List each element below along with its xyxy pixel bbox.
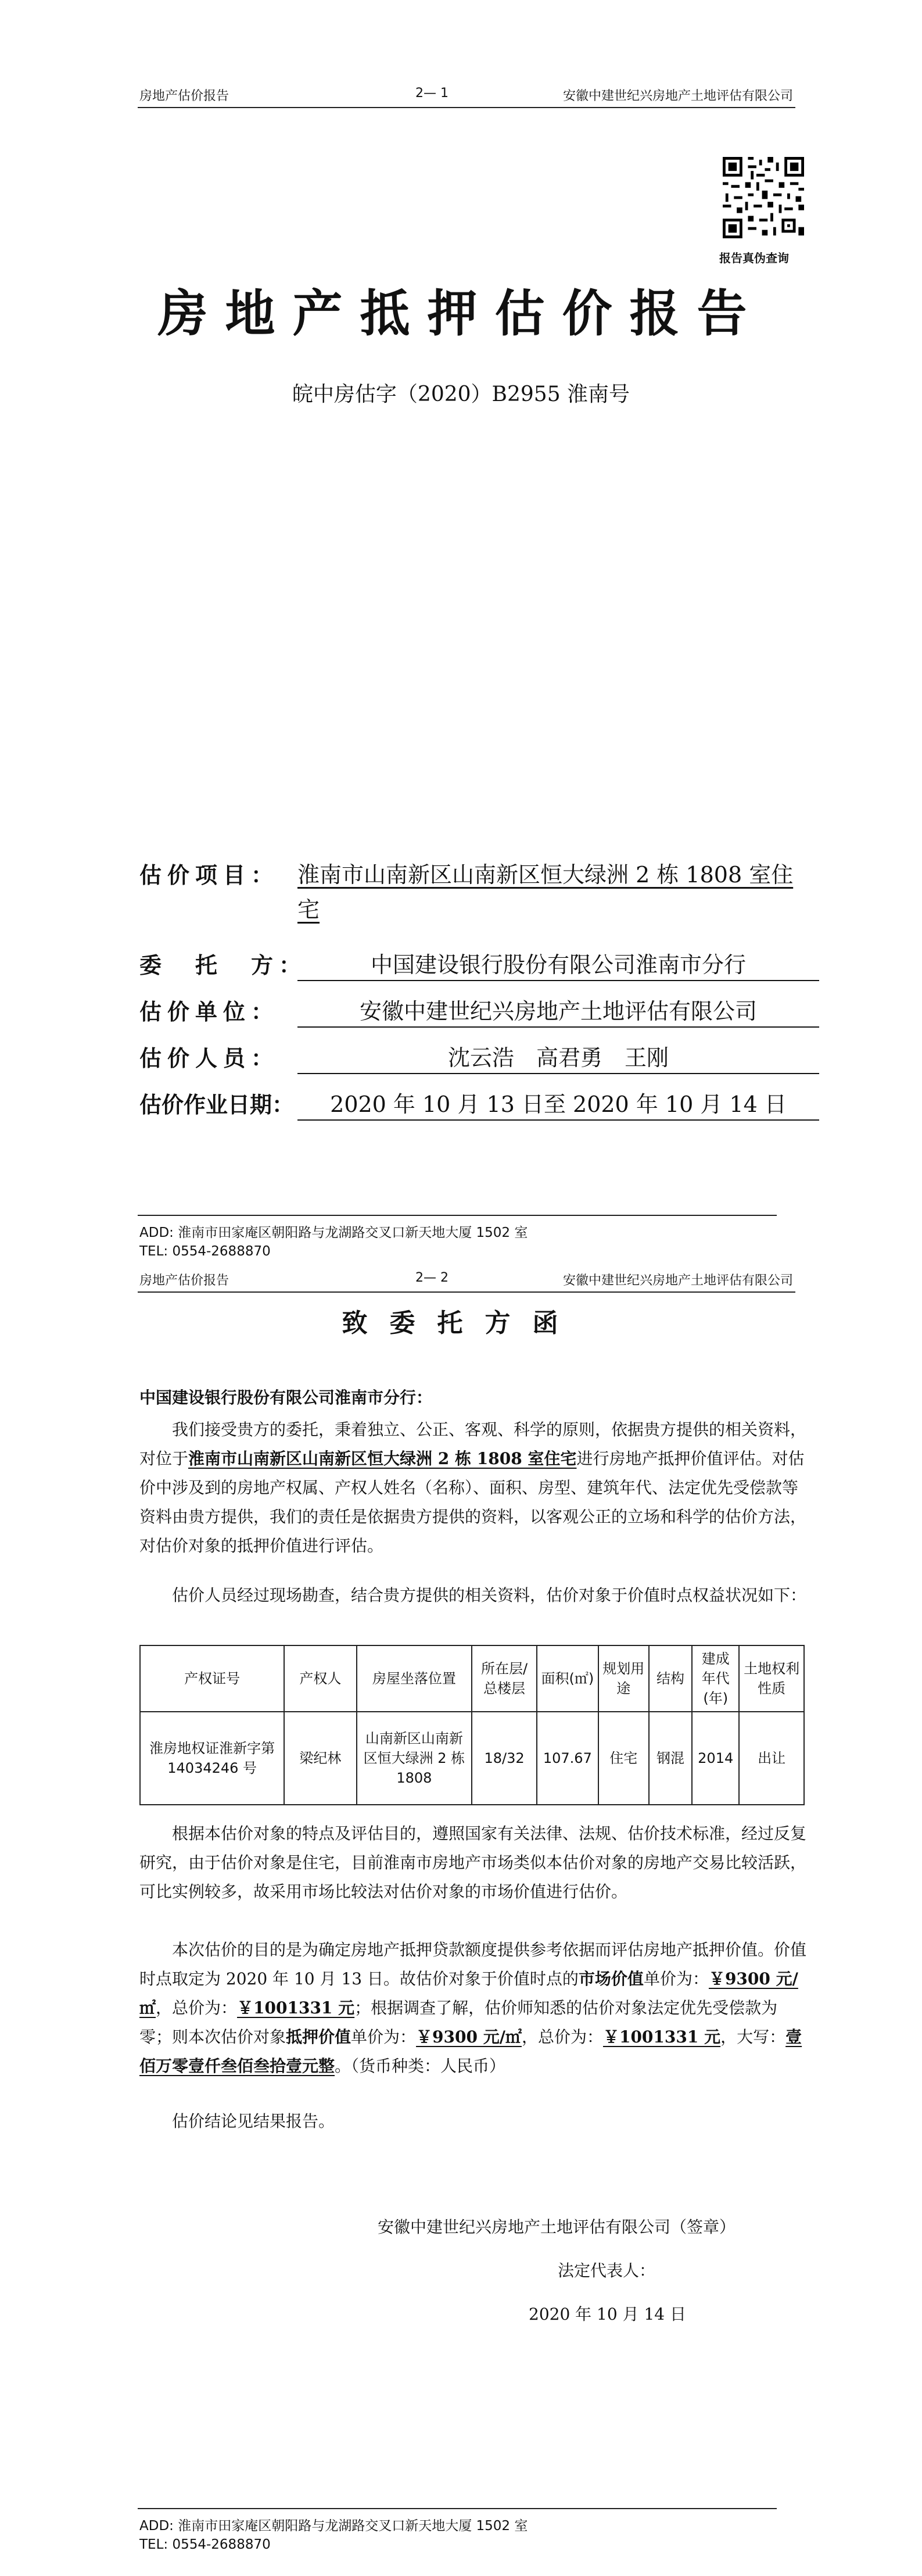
table-cell: 梁纪林 — [284, 1712, 356, 1805]
field-label: 估价作业日期： — [139, 1092, 295, 1118]
field-appraiser-company — [139, 994, 819, 1029]
table-header-cell: 土地权利性质 — [739, 1645, 804, 1712]
header-page-no: 2— 1 — [415, 86, 449, 101]
footer-tel: TEL: 0554-2688870 — [139, 1244, 271, 1259]
table-cell: 钢混 — [649, 1712, 693, 1805]
footer-address: ADD: 淮南市田家庵区朝阳路与龙湖路交叉口新天地大厦 1502 室 — [139, 1225, 528, 1240]
table-cell: 18/32 — [472, 1712, 537, 1805]
page-header — [0, 1266, 922, 1289]
footer-rule — [138, 1215, 777, 1216]
table-header-row — [140, 1645, 804, 1712]
field-label: 估价项目： — [139, 862, 279, 888]
page-header — [0, 81, 922, 105]
table-row — [140, 1712, 804, 1805]
letter-addressee: 中国建设银行股份有限公司淮南市分行： — [139, 1388, 433, 1407]
report-title: 房地产抵押估价报告 — [157, 284, 765, 343]
cover-page — [0, 0, 922, 1285]
table-header-cell: 建成年代(年) — [692, 1645, 739, 1712]
table-cell: 淮房地权证淮新字第 14034246 号 — [140, 1712, 284, 1805]
header-right: 安徽中建世纪兴房地产土地评估有限公司 — [562, 89, 793, 103]
signature-date: 2020 年 10 月 14 日 — [529, 2305, 687, 2324]
letter-paragraph-1: 我们接受贵方的委托，秉着独立、公正、客观、科学的原则，依据贵方提供的相关资料，对位于淮南市山南新区山南新区恒大绿洲 2 栋 1808 室住宅进行房地产抵押价值评估。对估价中涉及到的房地产权属、产权人姓名（名称）、面积、房型、建筑年代、法定优先受偿款等资料由贵方提供，我们的责任是依据贵方提供的资料，以客观公正的立场和科学的估价方法，对估价对象的抵押价值进行评估。 — [139, 1420, 807, 1555]
field-value: 沈云浩 高君勇 王刚 — [447, 1045, 669, 1071]
field-client — [139, 947, 819, 982]
table-header-cell: 面积(㎡) — [537, 1645, 598, 1712]
signature-company: 安徽中建世纪兴房地产土地评估有限公司（签章） — [378, 2217, 736, 2237]
field-project — [139, 857, 819, 927]
letter-paragraph-3: 根据本估价对象的特点及评估目的，遵照国家有关法律、法规、估价技术标准，经过反复研究，由于估价对象是住宅，目前淮南市房地产市场类似本估价对象的房地产交易比较活跃，可比实例较多，故采用市场比较法对估价对象的市场价值进行估价。 — [139, 1824, 807, 1901]
qr-code-icon — [723, 157, 804, 238]
qr-caption: 报告真伪查询 — [719, 251, 789, 265]
letter-title: 致委托方函 — [342, 1308, 580, 1338]
header-left: 房地产估价报告 — [139, 89, 229, 103]
table-cell: 2014 — [692, 1712, 739, 1805]
header-right: 安徽中建世纪兴房地产土地评估有限公司 — [562, 1273, 793, 1288]
table-cell: 107.67 — [537, 1712, 598, 1805]
field-appraisers — [139, 1040, 819, 1075]
header-rule — [138, 107, 795, 108]
footer-address: ADD: 淮南市田家庵区朝阳路与龙湖路交叉口新天地大厦 1502 室 — [139, 2518, 528, 2534]
table-cell: 山南新区山南新区恒大绿洲 2 栋 1808 — [357, 1712, 472, 1805]
report-ref-no: 皖中房估字（2020）B2955 淮南号 — [292, 382, 630, 406]
field-label: 估价人员： — [139, 1045, 279, 1071]
field-value: 中国建设银行股份有限公司淮南市分行 — [370, 952, 746, 978]
letter-paragraph-5: 估价结论见结果报告。 — [172, 2112, 335, 2131]
table-header-cell: 产权证号 — [140, 1645, 284, 1712]
field-label: 委 托 方： — [139, 952, 307, 978]
letter-paragraph-2: 估价人员经过现场勘查，结合贵方提供的相关资料，估价对象于价值时点权益状况如下： — [172, 1586, 807, 1605]
footer-tel: TEL: 0554-2688870 — [139, 2537, 271, 2552]
footer-rule — [138, 2508, 777, 2509]
table-header-cell: 房屋坐落位置 — [357, 1645, 472, 1712]
field-label: 估价单位： — [139, 999, 279, 1025]
field-value: 安徽中建世纪兴房地产土地评估有限公司 — [359, 999, 757, 1024]
letter-paragraph-4: 本次估价的目的是为确定房地产抵押贷款额度提供参考依据而评估房地产抵押价值。价值时点取定为 2020 年 10 月 13 日。故估价对象于价值时点的市场价值单价为：￥9300 元/㎡，总价为：￥1001331 元；根据调查了解，估价师知悉的估价对象法定优先受偿款为零；则本次估价对象抵押价值单价为：￥9300 元/㎡，总价为：￥1001331 元，大写：壹佰万零壹仟叁佰叁拾壹元整。（货币种类：人民币） — [139, 1940, 807, 2076]
header-page-no: 2— 2 — [415, 1271, 449, 1285]
table-header-cell: 规划用途 — [598, 1645, 649, 1712]
property-rights-table — [139, 1645, 805, 1805]
table-cell: 住宅 — [598, 1712, 649, 1805]
table-header-cell: 所在层/总楼层 — [472, 1645, 537, 1712]
field-value: 淮南市山南新区山南新区恒大绿洲 2 栋 1808 室住 宅 — [297, 862, 794, 922]
header-rule — [138, 1291, 795, 1293]
signature-representative: 法定代表人： — [558, 2261, 656, 2280]
table-cell: 出让 — [739, 1712, 804, 1805]
table-header-cell: 结构 — [649, 1645, 693, 1712]
field-value: 2020 年 10 月 13 日至 2020 年 10 月 14 日 — [330, 1092, 787, 1117]
table-header-cell: 产权人 — [284, 1645, 356, 1712]
field-work-date — [139, 1087, 819, 1122]
header-left: 房地产估价报告 — [139, 1273, 229, 1288]
